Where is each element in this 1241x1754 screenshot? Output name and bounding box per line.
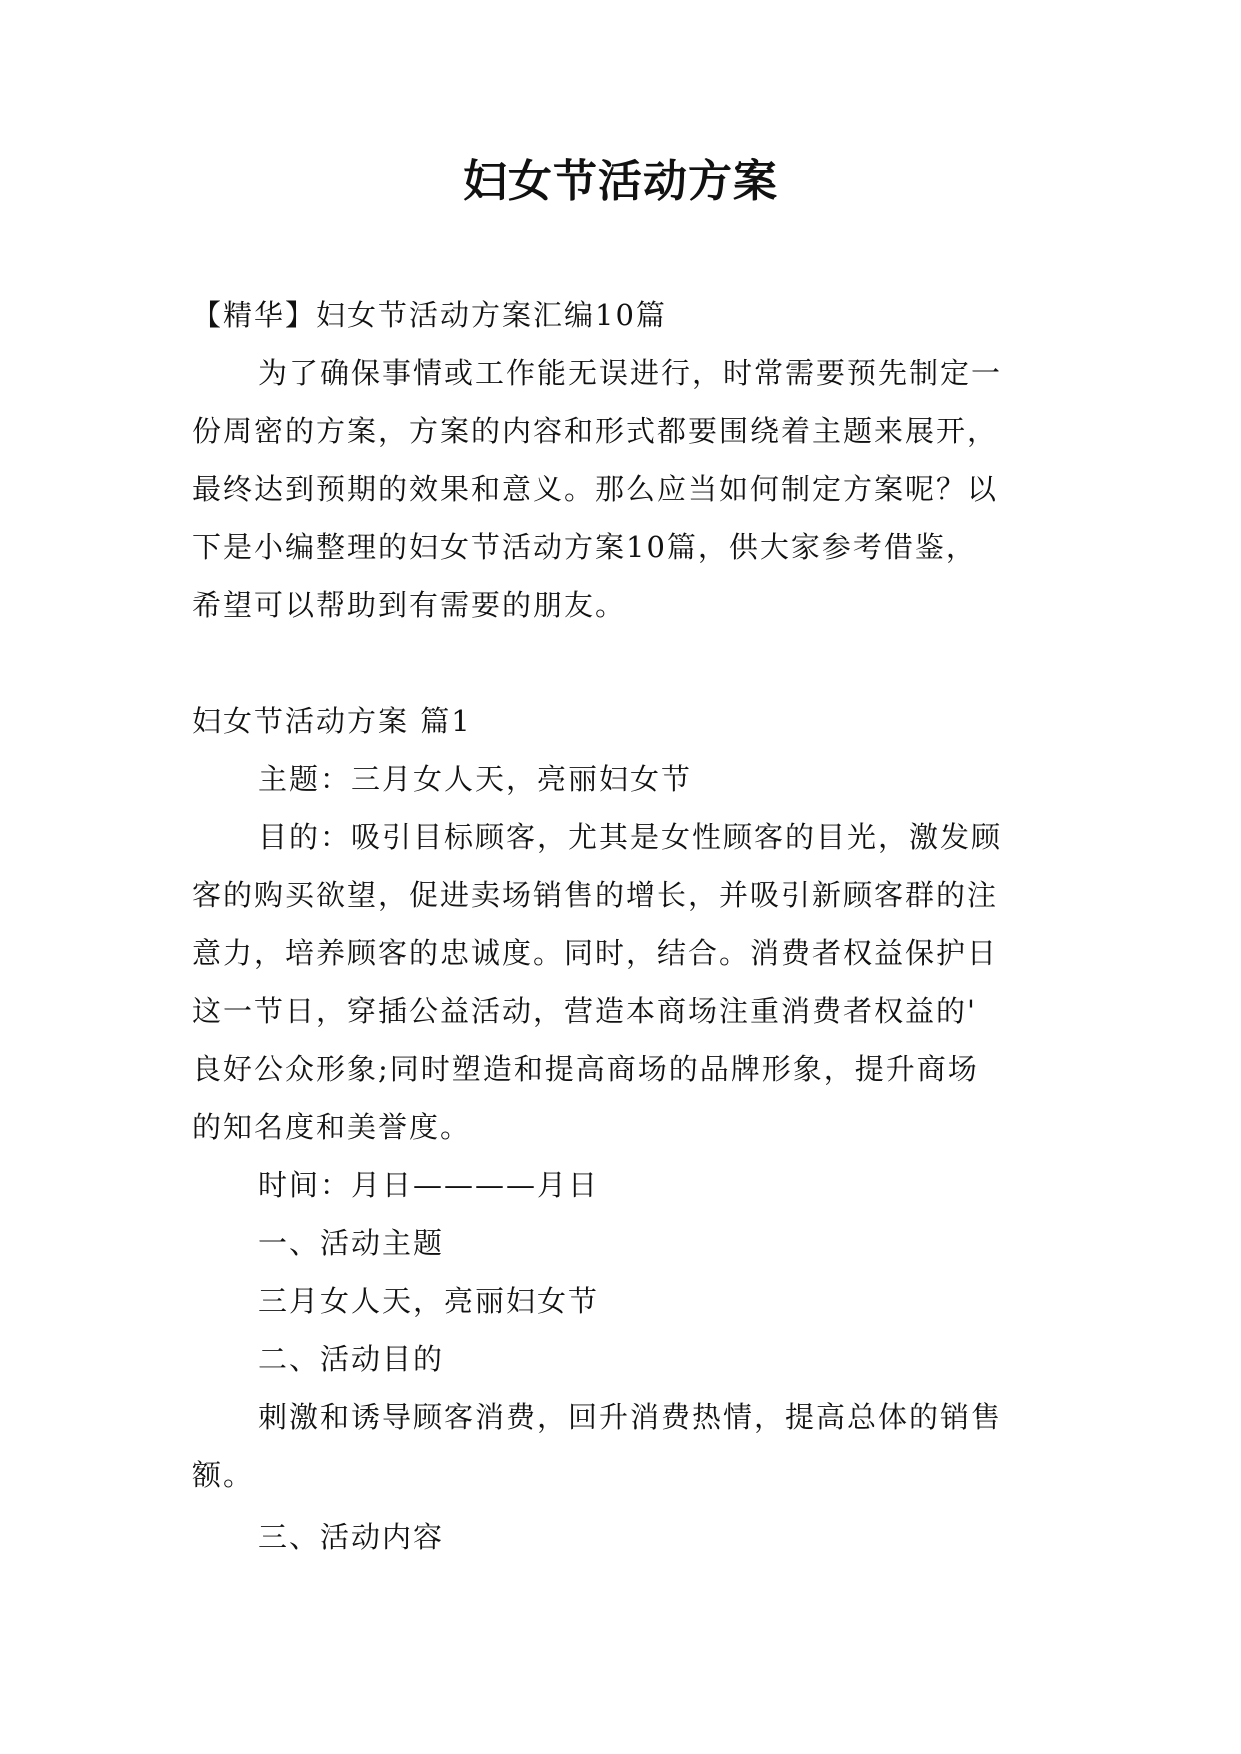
item1-text: 三月女人天，亮丽妇女节 (258, 1284, 600, 1318)
intro-line: 下是小编整理的妇女节活动方案10篇，供大家参考借鉴， (192, 530, 977, 564)
item3-heading: 三、活动内容 (258, 1520, 445, 1554)
purpose-line: 这一节日，穿插公益活动，营造本商场注重消费者权益的' (192, 994, 977, 1028)
item1-heading: 一、活动主题 (258, 1226, 445, 1260)
purpose-paragraph (192, 808, 1077, 1156)
item2-line: 刺激和诱导顾客消费，回升消费热情，提高总体的销售 (258, 1400, 1003, 1434)
purpose-line: 目的：吸引目标顾客，尤其是女性顾客的目光，激发顾 (258, 820, 1003, 854)
theme-line: 主题：三月女人天，亮丽妇女节 (258, 762, 693, 796)
intro-paragraph (192, 344, 1077, 634)
purpose-line: 客的购买欲望，促进卖场销售的增长，并吸引新顾客群的注 (192, 878, 999, 912)
intro-line: 希望可以帮助到有需要的朋友。 (192, 588, 627, 622)
purpose-line: 良好公众形象;同时塑造和提高商场的品牌形象，提升商场 (192, 1052, 979, 1086)
document-subtitle: 【精华】妇女节活动方案汇编10篇 (192, 298, 667, 332)
time-line: 时间：月日————月日 (258, 1168, 600, 1202)
intro-line: 为了确保事情或工作能无误进行，时常需要预先制定一 (258, 356, 1003, 390)
intro-line: 最终达到预期的效果和意义。那么应当如何制定方案呢？以 (192, 472, 999, 506)
purpose-line: 的知名度和美誉度。 (192, 1110, 472, 1144)
item2-paragraph (192, 1388, 1077, 1504)
item2-line: 额。 (192, 1458, 255, 1492)
purpose-line: 意力，培养顾客的忠诚度。同时，结合。消费者权益保护日 (192, 936, 999, 970)
intro-line: 份周密的方案，方案的内容和形式都要围绕着主题来展开， (192, 414, 999, 448)
document-body (192, 286, 1077, 1566)
document-title: 妇女节活动方案 (463, 156, 778, 207)
section-heading: 妇女节活动方案 篇1 (192, 704, 472, 738)
item2-heading: 二、活动目的 (258, 1342, 445, 1376)
